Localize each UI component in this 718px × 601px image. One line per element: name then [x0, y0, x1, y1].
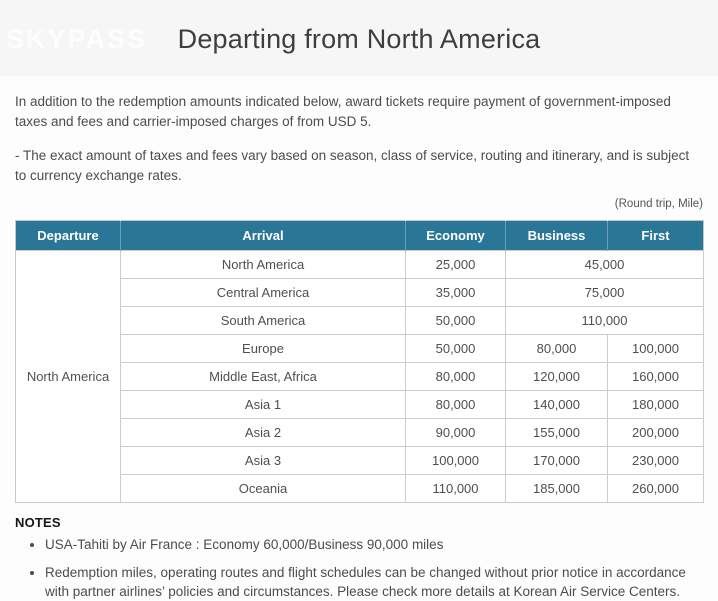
business-cell: 140,000: [506, 391, 608, 419]
page-title: Departing from North America: [177, 24, 541, 54]
economy-cell: 80,000: [406, 391, 506, 419]
note-item: • USA-Tahiti by Air France : Economy 60,000/Business 90,000 miles: [45, 535, 703, 554]
economy-cell: 110,000: [406, 475, 506, 503]
notes-section: [15, 515, 703, 601]
business-first-cell: 75,000: [506, 279, 704, 307]
arrival-cell: Asia 1: [121, 391, 406, 419]
economy-cell: 35,000: [406, 279, 506, 307]
business-cell: 185,000: [506, 475, 608, 503]
award-table: [15, 220, 704, 503]
arrival-cell: Europe: [121, 335, 406, 363]
arrival-cell: South America: [121, 307, 406, 335]
arrival-cell: Asia 3: [121, 447, 406, 475]
first-cell: 230,000: [608, 447, 704, 475]
intro-paragraph-taxes: In addition to the redemption amounts indicated below, award tickets require payment of government-imposed taxes and fees and carrier-imposed charges of from USD 5.: [15, 94, 671, 129]
title-band: [0, 0, 718, 76]
arrival-cell: North America: [121, 251, 406, 279]
note-item: • Redemption miles, operating routes and flight schedules can be changed without prior notice in accordance with partner airlines’ policies and circumstances. Please check more details at Korean Air Service Centers.: [45, 563, 703, 601]
content: [0, 92, 718, 601]
first-cell: 100,000: [608, 335, 704, 363]
business-cell: 80,000: [506, 335, 608, 363]
header-departure: Departure: [16, 221, 121, 251]
economy-cell: 100,000: [406, 447, 506, 475]
header-economy: Economy: [406, 221, 506, 251]
first-cell: 200,000: [608, 419, 704, 447]
notes-list: [15, 535, 703, 601]
first-cell: 180,000: [608, 391, 704, 419]
economy-cell: 25,000: [406, 251, 506, 279]
arrival-cell: Middle East, Africa: [121, 363, 406, 391]
intro: [15, 92, 703, 186]
arrival-cell: Asia 2: [121, 419, 406, 447]
notes-heading: NOTES: [15, 515, 61, 530]
table-header-row: [16, 221, 704, 251]
economy-cell: 50,000: [406, 307, 506, 335]
business-first-cell: 45,000: [506, 251, 704, 279]
intro-paragraph-variance: - The exact amount of taxes and fees vary based on season, class of service, routing and itinerary, and is subject to currency exchange rates.: [15, 148, 690, 183]
unit-note: (Round trip, Mile): [614, 198, 703, 210]
business-cell: 170,000: [506, 447, 608, 475]
table-row: [16, 251, 704, 279]
first-cell: 260,000: [608, 475, 704, 503]
business-first-cell: 110,000: [506, 307, 704, 335]
economy-cell: 90,000: [406, 419, 506, 447]
header-arrival: Arrival: [121, 221, 406, 251]
business-cell: 155,000: [506, 419, 608, 447]
arrival-cell: Oceania: [121, 475, 406, 503]
economy-cell: 80,000: [406, 363, 506, 391]
header-first: First: [608, 221, 704, 251]
departure-cell: North America: [16, 251, 121, 503]
watermark: SKYPASS: [6, 24, 148, 54]
first-cell: 160,000: [608, 363, 704, 391]
arrival-cell: Central America: [121, 279, 406, 307]
header-business: Business: [506, 221, 608, 251]
economy-cell: 50,000: [406, 335, 506, 363]
business-cell: 120,000: [506, 363, 608, 391]
